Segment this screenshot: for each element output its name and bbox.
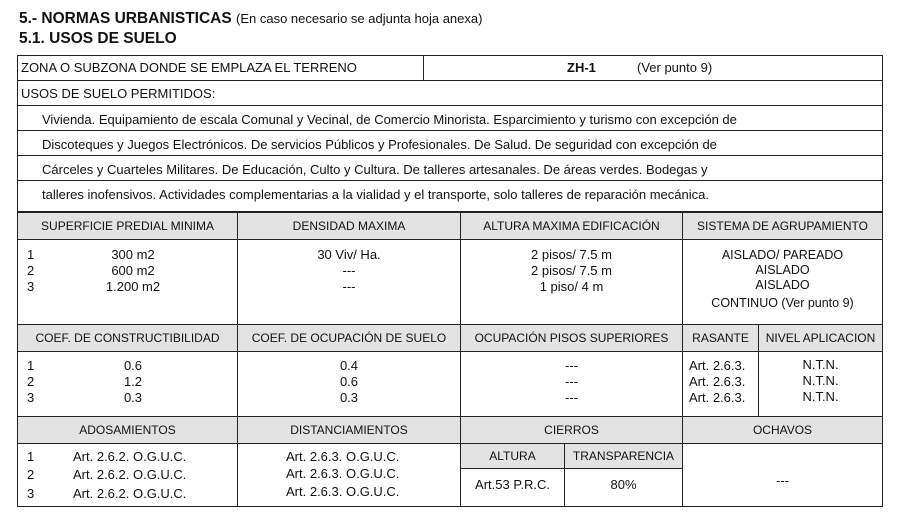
superficie-value: 1.200 m2 <box>105 279 161 294</box>
col-header-ochavos: OCHAVOS <box>682 416 883 444</box>
distanciamiento-value: Art. 2.6.3. O.G.U.C. <box>286 449 400 464</box>
ocupacion-value: 0.3 <box>339 390 359 405</box>
densidad-value: 30 Viv/ Ha. <box>317 247 381 262</box>
row-number: 2 <box>27 467 35 482</box>
col-header-rasante: RASANTE <box>682 324 759 352</box>
subsection-title: 5.1. USOS DE SUELO <box>19 30 177 47</box>
row-number: 3 <box>27 279 35 294</box>
cierros-altura-value: Art.53 P.R.C. <box>475 477 550 492</box>
zona-label: ZONA O SUBZONA DONDE SE EMPLAZA EL TERRENO <box>21 60 357 75</box>
nivel-value: N.T.N. <box>802 389 839 404</box>
col-header-cierros: CIERROS <box>460 416 683 444</box>
superficie-value: 600 m2 <box>111 263 155 278</box>
divider <box>17 80 883 81</box>
adosamiento-value: Art. 2.6.2. O.G.U.C. <box>73 486 187 501</box>
zona-ref: (Ver punto 9) <box>637 60 713 75</box>
row-number: 1 <box>27 358 35 373</box>
col-header-altura: ALTURA MAXIMA EDIFICACIÓN <box>460 212 683 240</box>
sistema-value: AISLADO <box>755 263 810 277</box>
col-header-pisos: OCUPACIÓN PISOS SUPERIORES <box>460 324 683 352</box>
col-header-adosamientos: ADOSAMIENTOS <box>17 416 238 444</box>
section-title-text: 5.- NORMAS URBANISTICAS <box>19 10 232 27</box>
rasante-value: Art. 2.6.3. <box>689 358 746 373</box>
rasante-value: Art. 2.6.3. <box>689 374 746 389</box>
adosamiento-value: Art. 2.6.2. O.G.U.C. <box>73 449 187 464</box>
zona-value: ZH-1 <box>567 60 596 75</box>
divider <box>17 180 883 181</box>
row-number: 1 <box>27 247 35 262</box>
section-title <box>19 10 482 28</box>
ocupacion-value: 0.4 <box>339 358 359 373</box>
row-number: 2 <box>27 263 35 278</box>
row-number: 1 <box>27 449 35 464</box>
divider <box>17 155 883 156</box>
col-header-sistema: SISTEMA DE AGRUPAMIENTO <box>682 212 883 240</box>
nivel-value: N.T.N. <box>802 373 839 388</box>
cierros-transparencia-value: 80% <box>610 477 637 492</box>
divider <box>423 55 424 80</box>
altura-value: 2 pisos/ 7.5 m <box>531 247 612 262</box>
row-number: 2 <box>27 374 35 389</box>
sistema-extra: CONTINUO (Ver punto 9) <box>711 296 854 310</box>
pisos-value: --- <box>565 374 578 389</box>
nivel-value: N.T.N. <box>802 357 839 372</box>
usos-line: Cárceles y Cuarteles Militares. De Educación, Culto y Cultura. De talleres artesanales. De áreas verdes. Bodegas y <box>42 162 708 177</box>
usos-label: USOS DE SUELO PERMITIDOS: <box>21 86 216 101</box>
altura-value: 1 piso/ 4 m <box>539 279 604 294</box>
row-number: 3 <box>27 486 35 501</box>
superficie-value: 300 m2 <box>111 247 155 262</box>
constructibilidad-value: 0.6 <box>123 358 143 373</box>
row-number: 3 <box>27 390 35 405</box>
distanciamiento-value: Art. 2.6.3. O.G.U.C. <box>286 484 400 499</box>
col-header-nivel: NIVEL APLICACION <box>758 324 883 352</box>
distanciamiento-value: Art. 2.6.3. O.G.U.C. <box>286 466 400 481</box>
usos-line: Vivienda. Equipamiento de escala Comunal y Vecinal, de Comercio Minorista. Esparcimiento y turismo con excepción de <box>42 112 737 127</box>
ochavos-value: --- <box>776 473 789 488</box>
usos-line: talleres inofensivos. Actividades complementarias a la vialidad y el transporte, solo talleres de reparación mecánica. <box>42 187 709 202</box>
col-header-constructibilidad: COEF. DE CONSTRUCTIBILIDAD <box>17 324 238 352</box>
col-header-superficie: SUPERFICIE PREDIAL MINIMA <box>17 212 238 240</box>
col-header-distanciamientos: DISTANCIAMIENTOS <box>237 416 461 444</box>
section-note: (En caso necesario se adjunta hoja anexa) <box>236 11 483 26</box>
ocupacion-value: 0.6 <box>339 374 359 389</box>
divider <box>17 105 883 106</box>
col-header-ocupacion: COEF. DE OCUPACIÓN DE SUELO <box>237 324 461 352</box>
rasante-value: Art. 2.6.3. <box>689 390 746 405</box>
constructibilidad-value: 0.3 <box>123 390 143 405</box>
cierros-subheader-altura: ALTURA <box>460 443 565 469</box>
constructibilidad-value: 1.2 <box>123 374 143 389</box>
adosamiento-value: Art. 2.6.2. O.G.U.C. <box>73 467 187 482</box>
densidad-value: --- <box>342 279 356 294</box>
usos-line: Discoteques y Juegos Electrónicos. De servicios Públicos y Profesionales. De Salud. De seguridad con excepción de <box>42 137 717 152</box>
altura-value: 2 pisos/ 7.5 m <box>531 263 612 278</box>
sistema-value: AISLADO/ PAREADO <box>721 248 844 262</box>
divider <box>17 130 883 131</box>
cierros-subheader-transparencia: TRANSPARENCIA <box>564 443 683 469</box>
pisos-value: --- <box>565 358 578 373</box>
densidad-value: --- <box>342 263 356 278</box>
col-header-densidad: DENSIDAD MAXIMA <box>237 212 461 240</box>
pisos-value: --- <box>565 390 578 405</box>
sistema-value: AISLADO <box>755 278 810 292</box>
